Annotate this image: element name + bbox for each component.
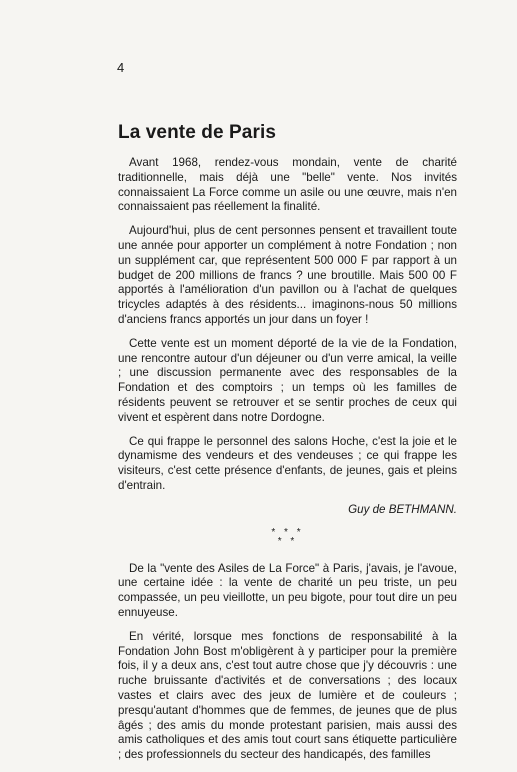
paragraph: Ce qui frappe le personnel des salons Hoche, c'est la joie et le dynamisme des vendeurs et des vendeuses ; ce qui frappe les visiteurs, c'est cette présence d'enfants, de jeunes, gais et pleins d'entrain. [118,434,457,492]
paragraph: En vérité, lorsque mes fonctions de responsabilité à la Fondation John Bost m'obligèrent à y participer pour la première fois, il y a deux ans, c'est tout autre chose que j'y découvris : une ruche bruissante d'activités et de conversations ; des locaux vastes et clairs avec des jeux de lumière et de couleurs ; presqu'autant d'hommes que de femmes, de jeunes que de plus âgés ; des amis du monde protestant parisien, mais aussi des amis catholiques et des amis tout court sans étiquette particulière ; des professionnels du secteur des handicapés, des familles [118,629,457,762]
article-title: La vente de Paris [118,122,276,143]
page-number: 4 [117,60,125,75]
paragraph: Cette vente est un moment déporté de la vie de la Fondation, une rencontre autour d'un déjeuner ou d'un verre amical, la veille ; une discussion permanente avec des responsables de la Fondation et des comptoirs ; un temps où les familles de résidents peuvent se retrouver et se sentir proches de ceux qui vivent et espèrent dans notre Dordogne. [118,336,457,424]
section-separator-stars [118,528,457,546]
paragraph: De la "vente des Asiles de La Force" à Paris, j'avais, je l'avoue, une certaine idée : la vente de charité un peu triste, un peu compassée, un peu vieillotte, un peu bigote, pour tout dire un peu ennuyeuse. [118,561,457,619]
stars-top-row: * * * [271,526,304,538]
signature: Guy de BETHMANN. [348,502,457,516]
paragraph: Aujourd'hui, plus de cent personnes pensent et travaillent toute une année pour apporter un complément à notre Fondation ; non un supplément car, que représentent 500 000 F par rapport à un budget de 200 millions de francs ? une broutille. Mais 500 00 F apportés à l'amélioration d'un pavillon ou à l'achat de quelques tricycles adaptés à des résidents... imaginons-nous 50 millions d'anciens francs apportés un jour dans un foyer ! [118,224,457,326]
paragraph: Avant 1968, rendez-vous mondain, vente de charité traditionnelle, mais déjà une "belle" vente. Nos invités connaissaient La Force comme un asile ou une œuvre, mais n'en connaissaient pas réellement la finalité. [118,156,457,214]
article-body [118,156,457,772]
stars-bottom-row: * * [277,535,298,547]
